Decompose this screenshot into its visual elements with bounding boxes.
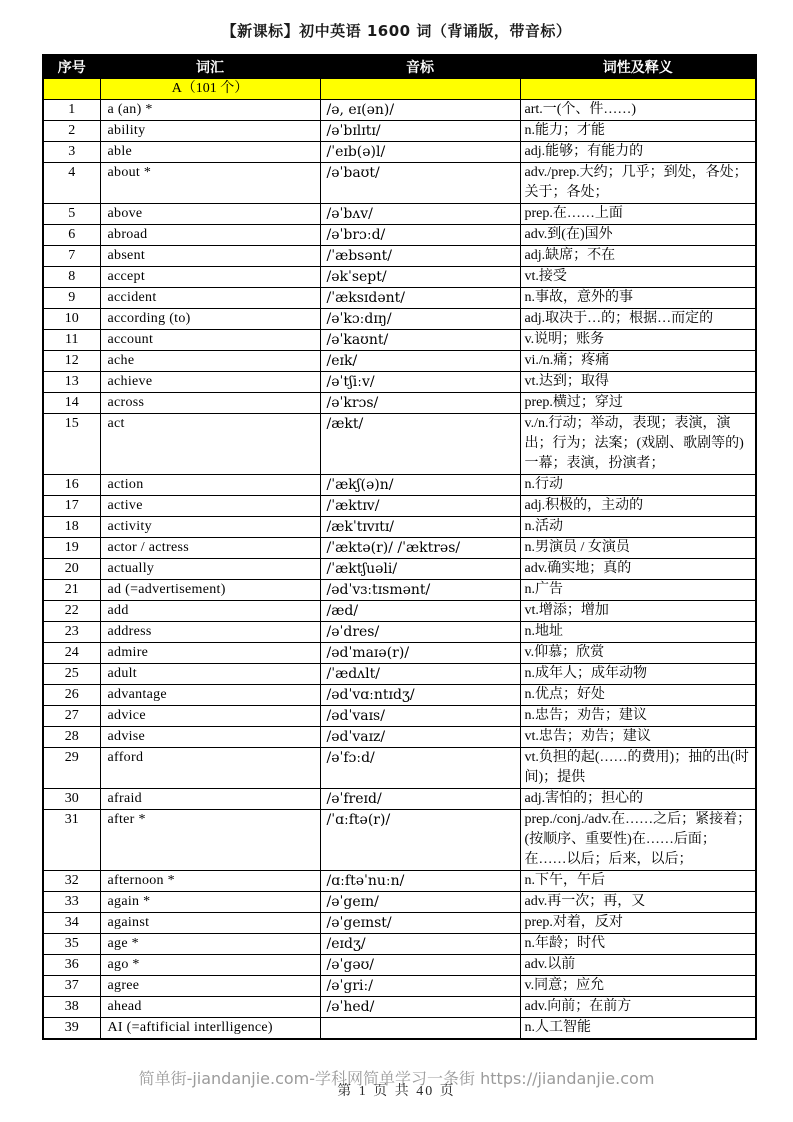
word-cell: ache (100, 350, 320, 371)
word-cell: admire (100, 642, 320, 663)
section-cell-empty (520, 78, 756, 99)
definition-cell: vt.达到；取得 (520, 371, 756, 392)
definition-cell: adj.害怕的；担心的 (520, 788, 756, 809)
phonetic-cell: /əˈbrɔːd/ (320, 224, 520, 245)
definition-cell: v.仰慕；欣赏 (520, 642, 756, 663)
word-cell: account (100, 329, 320, 350)
definition-cell: vt.负担的起(……的费用)；抽的出(时间)；提供 (520, 747, 756, 788)
table-row (43, 266, 756, 287)
row-number-cell: 29 (43, 747, 100, 788)
row-number-cell: 3 (43, 141, 100, 162)
phonetic-cell: /eɪk/ (320, 350, 520, 371)
table-row (43, 891, 756, 912)
phonetic-cell: /əˈgriː/ (320, 975, 520, 996)
table-row (43, 684, 756, 705)
row-number-cell: 17 (43, 495, 100, 516)
table-row (43, 203, 756, 224)
word-cell: ahead (100, 996, 320, 1017)
phonetic-cell: /ˈæbsənt/ (320, 245, 520, 266)
word-cell: age * (100, 933, 320, 954)
definition-cell: vi./n.痛；疼痛 (520, 350, 756, 371)
definition-cell: adj.取决于…的；根据…而定的 (520, 308, 756, 329)
phonetic-cell: /əˈgəʊ/ (320, 954, 520, 975)
table-row (43, 245, 756, 266)
phonetic-cell: /ˈæktʃuəli/ (320, 558, 520, 579)
page-title: 【新课标】初中英语 1600 词（背诵版，带音标） (221, 22, 572, 40)
definition-cell: n.人工智能 (520, 1017, 756, 1039)
table-row (43, 287, 756, 308)
word-cell: advice (100, 705, 320, 726)
table-row (43, 705, 756, 726)
word-cell: advantage (100, 684, 320, 705)
word-cell: act (100, 413, 320, 474)
definition-cell: adv.向前；在前方 (520, 996, 756, 1017)
row-number-cell: 22 (43, 600, 100, 621)
table-row (43, 308, 756, 329)
phonetic-cell: /əˈkɔːdɪŋ/ (320, 308, 520, 329)
table-row (43, 495, 756, 516)
row-number-cell: 10 (43, 308, 100, 329)
phonetic-cell: /æd/ (320, 600, 520, 621)
phonetic-cell: /ədˈvɜːtɪsmənt/ (320, 579, 520, 600)
table-row (43, 120, 756, 141)
row-number-cell: 4 (43, 162, 100, 203)
phonetic-cell: /ˈædʌlt/ (320, 663, 520, 684)
definition-cell: vt.接受 (520, 266, 756, 287)
row-number-cell: 24 (43, 642, 100, 663)
row-number-cell: 1 (43, 99, 100, 120)
word-cell: across (100, 392, 320, 413)
definition-cell: prep./conj./adv.在……之后；紧接着；(按顺序、重要性)在……后面；在……以后；后来，以后； (520, 809, 756, 870)
phonetic-cell: /əˈdres/ (320, 621, 520, 642)
definition-cell: n.地址 (520, 621, 756, 642)
phonetic-cell: /əˈgeɪnst/ (320, 912, 520, 933)
phonetic-cell: /ˈæktə(r)/ /ˈæktrəs/ (320, 537, 520, 558)
table-row (43, 954, 756, 975)
row-number-cell: 8 (43, 266, 100, 287)
phonetic-cell: /ˈækʃ(ə)n/ (320, 474, 520, 495)
row-number-cell: 32 (43, 870, 100, 891)
table-row (43, 663, 756, 684)
phonetic-cell: /eɪdʒ/ (320, 933, 520, 954)
phonetic-cell: /ədˈvɑːntɪdʒ/ (320, 684, 520, 705)
phonetic-cell: /ˈeɪb(ə)l/ (320, 141, 520, 162)
row-number-cell: 13 (43, 371, 100, 392)
row-number-cell: 35 (43, 933, 100, 954)
definition-cell: adv.再一次；再，又 (520, 891, 756, 912)
word-cell: accept (100, 266, 320, 287)
table-row (43, 516, 756, 537)
word-cell: activity (100, 516, 320, 537)
definition-cell: prep.对着，反对 (520, 912, 756, 933)
table-row (43, 996, 756, 1017)
section-row (43, 78, 756, 99)
row-number-cell: 15 (43, 413, 100, 474)
definition-cell: adv.确实地；真的 (520, 558, 756, 579)
word-cell: about * (100, 162, 320, 203)
definition-cell: adv./prep.大约；几乎；到处，各处；关于；各处； (520, 162, 756, 203)
phonetic-cell: /əˈhed/ (320, 996, 520, 1017)
row-number-cell: 37 (43, 975, 100, 996)
table-body (43, 78, 756, 1039)
word-cell: achieve (100, 371, 320, 392)
row-number-cell: 38 (43, 996, 100, 1017)
word-cell: add (100, 600, 320, 621)
word-cell: able (100, 141, 320, 162)
phonetic-cell: /əˈbʌv/ (320, 203, 520, 224)
definition-cell: n.年龄；时代 (520, 933, 756, 954)
table-row (43, 642, 756, 663)
table-row (43, 329, 756, 350)
phonetic-cell: /ˈæksɪdənt/ (320, 287, 520, 308)
table-row (43, 558, 756, 579)
word-cell: ago * (100, 954, 320, 975)
section-cell-empty (43, 78, 100, 99)
vocabulary-table (42, 54, 757, 1040)
table-row (43, 809, 756, 870)
table-row (43, 975, 756, 996)
phonetic-cell: /əkˈsept/ (320, 266, 520, 287)
header-col-definition: 词性及释义 (520, 55, 756, 78)
definition-cell: v.同意；应允 (520, 975, 756, 996)
word-cell: action (100, 474, 320, 495)
table-row (43, 747, 756, 788)
section-label: A（101 个） (100, 78, 320, 99)
row-number-cell: 19 (43, 537, 100, 558)
definition-cell: v./n.行动；举动，表现；表演，演出；行为；法案；(戏剧、歌剧等的)一幕；表演，扮演者； (520, 413, 756, 474)
row-number-cell: 33 (43, 891, 100, 912)
word-cell: afraid (100, 788, 320, 809)
phonetic-cell: /ˈɑːftə(r)/ (320, 809, 520, 870)
word-cell: ability (100, 120, 320, 141)
header-col-phonetic: 音标 (320, 55, 520, 78)
row-number-cell: 21 (43, 579, 100, 600)
row-number-cell: 14 (43, 392, 100, 413)
phonetic-cell: /ədˈmaɪə(r)/ (320, 642, 520, 663)
word-cell: accident (100, 287, 320, 308)
definition-cell: adv.到(在)国外 (520, 224, 756, 245)
row-number-cell: 30 (43, 788, 100, 809)
phonetic-cell: /əˈfreɪd/ (320, 788, 520, 809)
table-row (43, 413, 756, 474)
phonetic-cell: /ə, eɪ(ən)/ (320, 99, 520, 120)
word-cell: afternoon * (100, 870, 320, 891)
phonetic-cell: /ˈæktɪv/ (320, 495, 520, 516)
row-number-cell: 39 (43, 1017, 100, 1039)
phonetic-cell: /əˈfɔːd/ (320, 747, 520, 788)
table-row (43, 621, 756, 642)
word-cell: actually (100, 558, 320, 579)
definition-cell: n.事故，意外的事 (520, 287, 756, 308)
word-cell: above (100, 203, 320, 224)
definition-cell: n.行动 (520, 474, 756, 495)
definition-cell: vt.增添；增加 (520, 600, 756, 621)
definition-cell: n.男演员 / 女演员 (520, 537, 756, 558)
row-number-cell: 12 (43, 350, 100, 371)
table-row (43, 350, 756, 371)
row-number-cell: 25 (43, 663, 100, 684)
table-row (43, 371, 756, 392)
word-cell: adult (100, 663, 320, 684)
word-cell: according (to) (100, 308, 320, 329)
table-row (43, 600, 756, 621)
table-row (43, 870, 756, 891)
definition-cell: adj.缺席；不在 (520, 245, 756, 266)
row-number-cell: 16 (43, 474, 100, 495)
watermark-text: 简单街-jiandanjie.com-学科网简单学习一条街 https://jiandanjie.com (138, 1069, 655, 1088)
phonetic-cell: /əˈbaʊt/ (320, 162, 520, 203)
definition-cell: vt.忠告；劝告；建议 (520, 726, 756, 747)
row-number-cell: 20 (43, 558, 100, 579)
phonetic-cell: /əˈkrɔs/ (320, 392, 520, 413)
definition-cell: n.优点；好处 (520, 684, 756, 705)
definition-cell: n.广告 (520, 579, 756, 600)
definition-cell: v.说明；账务 (520, 329, 756, 350)
row-number-cell: 9 (43, 287, 100, 308)
phonetic-cell: /ækˈtɪvɪtɪ/ (320, 516, 520, 537)
row-number-cell: 7 (43, 245, 100, 266)
table-row (43, 392, 756, 413)
phonetic-cell: /ækt/ (320, 413, 520, 474)
definition-cell: art.一(个、件……) (520, 99, 756, 120)
row-number-cell: 28 (43, 726, 100, 747)
definition-cell: n.忠告；劝告；建议 (520, 705, 756, 726)
row-number-cell: 23 (43, 621, 100, 642)
word-cell: afford (100, 747, 320, 788)
word-cell: abroad (100, 224, 320, 245)
table-row (43, 933, 756, 954)
table-row (43, 912, 756, 933)
table-row (43, 99, 756, 120)
word-cell: agree (100, 975, 320, 996)
word-cell: ad (=advertisement) (100, 579, 320, 600)
phonetic-cell: /ɑːftəˈnuːn/ (320, 870, 520, 891)
word-cell: advise (100, 726, 320, 747)
word-cell: absent (100, 245, 320, 266)
table-row (43, 788, 756, 809)
definition-cell: adj.能够；有能力的 (520, 141, 756, 162)
definition-cell: prep.在……上面 (520, 203, 756, 224)
row-number-cell: 11 (43, 329, 100, 350)
definition-cell: n.下午，午后 (520, 870, 756, 891)
table-header-row (43, 55, 756, 78)
word-cell: against (100, 912, 320, 933)
word-cell: after * (100, 809, 320, 870)
phonetic-cell: /əˈgeɪn/ (320, 891, 520, 912)
word-cell: active (100, 495, 320, 516)
word-cell: address (100, 621, 320, 642)
table-row (43, 537, 756, 558)
definition-cell: n.活动 (520, 516, 756, 537)
table-row (43, 474, 756, 495)
phonetic-cell: /ədˈvaɪs/ (320, 705, 520, 726)
table-row (43, 579, 756, 600)
row-number-cell: 2 (43, 120, 100, 141)
word-cell: actor / actress (100, 537, 320, 558)
phonetic-cell: /ədˈvaɪz/ (320, 726, 520, 747)
table-row (43, 162, 756, 203)
definition-cell: adv.以前 (520, 954, 756, 975)
phonetic-cell: /əˈkaʊnt/ (320, 329, 520, 350)
table-row (43, 1017, 756, 1039)
definition-cell: prep.横过；穿过 (520, 392, 756, 413)
definition-cell: adj.积极的，主动的 (520, 495, 756, 516)
header-col-number: 序号 (43, 55, 100, 78)
table-row (43, 141, 756, 162)
row-number-cell: 34 (43, 912, 100, 933)
phonetic-cell (320, 1017, 520, 1039)
page-number: 第 1 页 共 40 页 (337, 1084, 456, 1099)
table-row (43, 726, 756, 747)
word-cell: again * (100, 891, 320, 912)
definition-cell: n.能力；才能 (520, 120, 756, 141)
word-cell: AI (=aftificial interlligence) (100, 1017, 320, 1039)
header-col-word: 词汇 (100, 55, 320, 78)
row-number-cell: 27 (43, 705, 100, 726)
row-number-cell: 26 (43, 684, 100, 705)
row-number-cell: 18 (43, 516, 100, 537)
row-number-cell: 31 (43, 809, 100, 870)
word-cell: a (an) * (100, 99, 320, 120)
phonetic-cell: /əˈbɪlɪtɪ/ (320, 120, 520, 141)
row-number-cell: 5 (43, 203, 100, 224)
row-number-cell: 36 (43, 954, 100, 975)
section-cell-empty (320, 78, 520, 99)
table-row (43, 224, 756, 245)
phonetic-cell: /əˈtʃiːv/ (320, 371, 520, 392)
definition-cell: n.成年人；成年动物 (520, 663, 756, 684)
row-number-cell: 6 (43, 224, 100, 245)
